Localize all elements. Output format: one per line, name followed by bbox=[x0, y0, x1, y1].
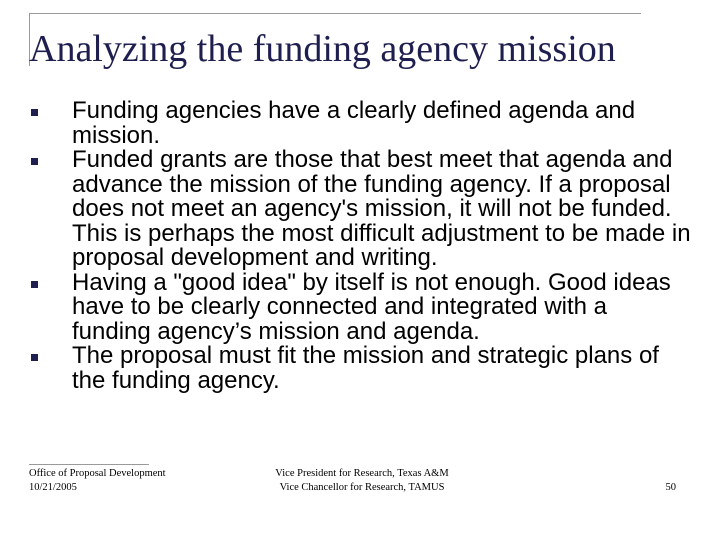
footer-affiliation bbox=[262, 467, 462, 495]
bullet-list bbox=[72, 99, 692, 393]
square-bullet-icon bbox=[31, 109, 38, 116]
footer-office-name: Office of Proposal Development bbox=[29, 468, 166, 479]
bullet-text: Funded grants are those that best meet that agenda and advance the mission of the funding agency. If a proposal does not meet an agency's mission, it will not be funded. This is perhaps the most difficult adjustment to be made in proposal development and writing. bbox=[72, 146, 691, 271]
bullet-item bbox=[72, 268, 692, 345]
bullet-text: Funding agencies have a clearly defined agenda and mission. bbox=[72, 97, 636, 149]
footer-affiliation-line-2: Vice Chancellor for Research, TAMUS bbox=[279, 482, 445, 493]
bullet-item bbox=[72, 148, 692, 271]
square-bullet-icon bbox=[31, 354, 38, 361]
bullet-text: The proposal must fit the mission and strategic plans of the funding agency. bbox=[72, 342, 659, 394]
title-rule-horizontal bbox=[29, 13, 641, 14]
bullet-item bbox=[72, 344, 692, 393]
footer-affiliation-line-1: Vice President for Research, Texas A&M bbox=[275, 468, 449, 479]
bullet-item bbox=[72, 99, 692, 148]
bullet-text: Having a "good idea" by itself is not enough. Good ideas have to be clearly connected and integrated with a funding agency’s mission and agenda. bbox=[72, 268, 671, 345]
square-bullet-icon bbox=[31, 281, 38, 288]
footer-rule bbox=[29, 464, 149, 465]
footer-office-info bbox=[29, 467, 166, 495]
page-number: 50 bbox=[665, 482, 676, 493]
square-bullet-icon bbox=[31, 158, 38, 165]
footer-date: 10/21/2005 bbox=[29, 482, 77, 493]
slide-title: Analyzing the funding agency mission bbox=[29, 28, 616, 70]
